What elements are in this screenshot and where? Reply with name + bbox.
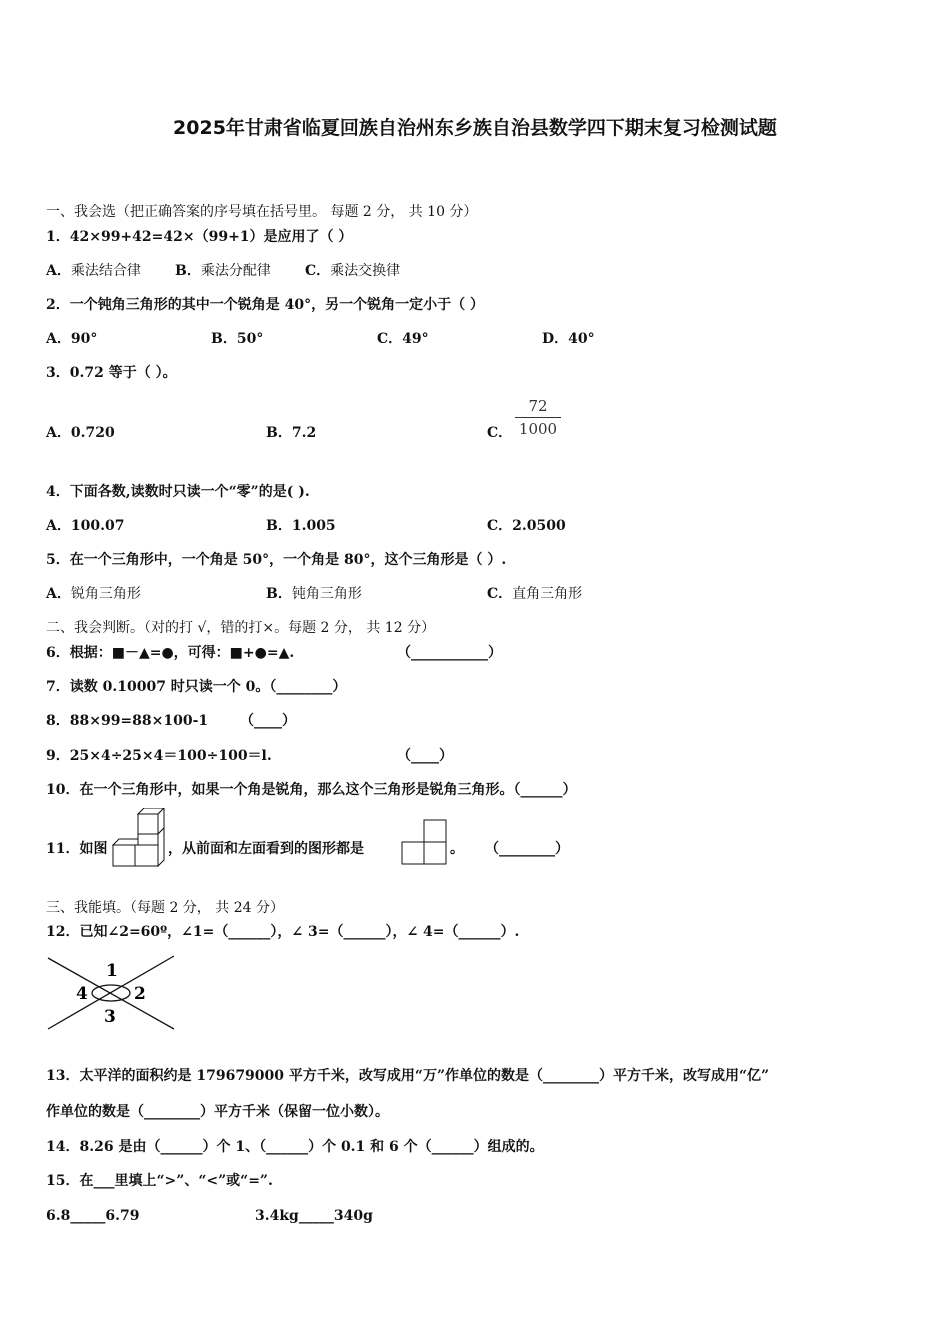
cube-bottom-left xyxy=(113,845,135,866)
q5-option-b: B．钝角三角形 xyxy=(266,586,362,602)
question-15: 15．在___里填上“>”、“<”或“=”. xyxy=(46,1173,273,1189)
q15-item-1: 6.8_____6.79 xyxy=(46,1208,140,1224)
question-13-line-2: 作单位的数是（________）平方千米（保留一位小数）。 xyxy=(46,1104,389,1120)
cube-top-front xyxy=(138,814,158,834)
question-4: 4．下面各数,读数时只读一个“零”的是( ). xyxy=(46,484,310,500)
cube-stack-figure xyxy=(110,808,168,868)
fraction-numerator: 72 xyxy=(528,397,548,415)
q2-option-c: C．49° xyxy=(377,331,429,347)
q3-option-c: C． xyxy=(487,425,513,441)
question-1: 1．42×99+42=42×（99+1）是应用了（ ） xyxy=(46,229,353,245)
q3-fraction xyxy=(515,397,561,438)
section-2-heading: 二、我会判断。（对的打 √，错的打×。每题 2 分， 共 12 分） xyxy=(46,620,436,636)
question-11-middle: ，从前面和左面看到的图形都是 xyxy=(168,841,364,857)
angle-label-1: 1 xyxy=(106,961,118,981)
cube-bottom-mid xyxy=(135,845,158,866)
angle-label-4: 4 xyxy=(76,984,88,1004)
angle-label-2: 2 xyxy=(134,984,146,1004)
question-11-prefix: 11．如图 xyxy=(46,841,108,857)
q8-answer-blank[interactable]: （____） xyxy=(240,713,296,729)
q4-option-c: C．2.0500 xyxy=(487,518,566,534)
q3-option-b: B．7.2 xyxy=(266,425,317,441)
cube-right-side xyxy=(158,828,164,866)
view-shape-figure xyxy=(400,818,450,868)
q5-option-a: A．锐角三角形 xyxy=(46,586,141,602)
crossing-lines-figure xyxy=(44,952,178,1034)
q4-option-b: B．1.005 xyxy=(266,518,336,534)
cube-bottom-right-top xyxy=(138,834,158,845)
question-10: 10．在一个三角形中，如果一个角是锐角，那么这个三角形是锐角三角形。（______） xyxy=(46,782,577,798)
q2-option-a: A．90° xyxy=(46,331,98,347)
q1-option-c: C．乘法交换律 xyxy=(305,263,401,279)
q9-answer-blank[interactable]: （____） xyxy=(397,748,453,764)
q1-option-b: B．乘法分配律 xyxy=(175,263,271,279)
q4-option-a: A．100.07 xyxy=(46,518,125,534)
fraction-denominator: 1000 xyxy=(518,420,558,438)
question-11-suffix: 。 xyxy=(450,841,464,857)
cube-left-top xyxy=(113,839,138,845)
question-7: 7．读数 0.10007 时只读一个 0。（________） xyxy=(46,679,347,695)
view-square-right xyxy=(424,842,446,864)
q11-answer-blank[interactable]: （________） xyxy=(485,841,569,857)
question-3: 3．0.72 等于（ ）。 xyxy=(46,365,177,381)
question-6: 6．根据：■－▲=●，可得：■+●=▲. xyxy=(46,645,295,661)
section-3-heading: 三、我能填。（每题 2 分， 共 24 分） xyxy=(46,900,284,916)
section-1-heading: 一、我会选（把正确答案的序号填在括号里。 每题 2 分， 共 10 分） xyxy=(46,204,478,220)
view-square-top xyxy=(424,820,446,842)
q2-option-d: D．40° xyxy=(542,331,595,347)
angle-label-3: 3 xyxy=(104,1007,116,1027)
question-9: 9．25×4÷25×4＝100÷100＝l. xyxy=(46,748,272,764)
question-5: 5．在一个三角形中，一个角是 50°，一个角是 80°，这个三角形是（ ）. xyxy=(46,552,507,568)
question-14: 14．8.26 是由（______）个 1、（______）个 0.1 和 6 个（______）组成的。 xyxy=(46,1139,544,1155)
question-13-line-1: 13．太平洋的面积约是 179679000 平方千米，改写成用“万”作单位的数是（________）平方千米，改写成用“亿” xyxy=(46,1068,770,1084)
q15-item-2: 3.4kg_____340g xyxy=(255,1208,373,1224)
question-2: 2．一个钝角三角形的其中一个锐角是 40°，另一个锐角一定小于（ ） xyxy=(46,297,484,313)
view-square-left xyxy=(402,842,424,864)
question-8: 8．88×99=88×100-1 xyxy=(46,713,209,729)
question-12: 12．已知∠2=60º，∠1=（______），∠ 3=（______），∠ 4=（______）. xyxy=(46,924,520,940)
page-title: 2025年甘肃省临夏回族自治州东乡族自治县数学四下期末复习检测试题 xyxy=(173,117,777,139)
fraction-bar xyxy=(515,417,561,418)
q6-answer-blank[interactable]: （___________） xyxy=(397,645,502,661)
q3-option-a: A．0.720 xyxy=(46,425,115,441)
q5-option-c: C．直角三角形 xyxy=(487,586,583,602)
q2-option-b: B．50° xyxy=(211,331,264,347)
q1-option-a: A．乘法结合律 xyxy=(46,263,141,279)
